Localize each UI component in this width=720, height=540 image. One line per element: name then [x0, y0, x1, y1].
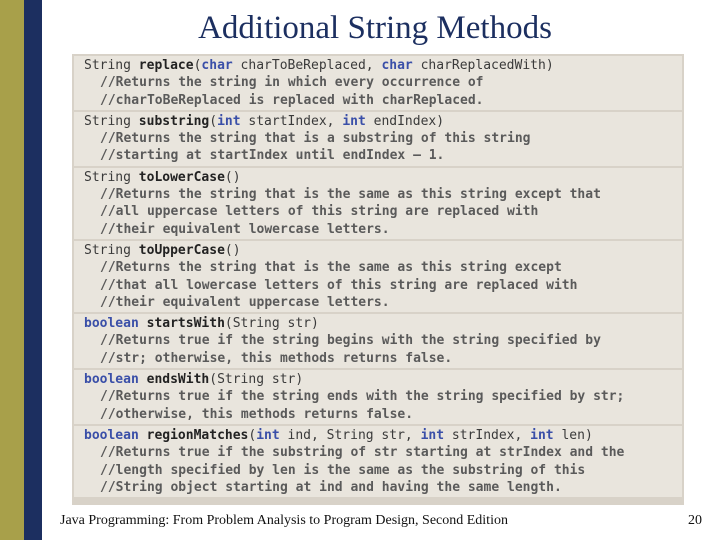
method-comment: //length specified by len is the same as the substring of this — [100, 462, 586, 478]
method-comment: //Returns true if the substring of str starting at strIndex and the — [100, 445, 625, 461]
method-name: substring — [138, 113, 210, 129]
type-keyword: boolean — [84, 427, 139, 443]
method-signature — [84, 427, 682, 444]
method-row — [74, 426, 682, 497]
signature-text: (String str) — [224, 316, 319, 332]
method-comment: //their equivalent lowercase letters. — [100, 221, 390, 237]
method-name: regionMatches — [146, 427, 249, 443]
signature-text: () — [224, 242, 241, 258]
method-row — [74, 56, 682, 110]
signature-text: ( — [209, 113, 218, 129]
method-name: replace — [138, 58, 194, 73]
method-comment: //Returns the string that is the same as this string except that — [100, 187, 601, 203]
signature-text: charToBeReplaced, — [232, 58, 382, 73]
method-comment: //charToBeReplaced is replaced with charReplaced. — [100, 92, 484, 108]
method-comment: //all uppercase letters of this string are replaced with — [100, 204, 539, 220]
signature-text: () — [224, 169, 241, 185]
method-comment: //Returns true if the string begins with the string specified by — [100, 333, 601, 349]
methods-table — [72, 54, 684, 505]
signature-text: ind, String str, — [279, 427, 421, 443]
method-name: endsWith — [146, 372, 210, 388]
signature-text: startIndex, — [240, 113, 343, 129]
sidebar-olive-stripe — [0, 0, 24, 540]
slide-footer: Java Programming: From Problem Analysis to Program Design, Second Edition — [60, 513, 508, 528]
method-comment: //that all lowercase letters of this string are replaced with — [100, 277, 578, 293]
signature-text — [139, 428, 147, 443]
method-name: toUpperCase — [138, 242, 225, 258]
signature-text — [139, 316, 147, 331]
method-comment: //Returns the string that is the same as this string except — [100, 260, 562, 276]
type-keyword: int — [342, 113, 366, 129]
method-signature — [84, 57, 682, 74]
type-keyword: int — [530, 427, 554, 443]
signature-text: strIndex, — [444, 427, 531, 443]
method-comment: //otherwise, this methods returns false. — [100, 406, 414, 422]
method-comment: //starting at startIndex until endIndex – 1. — [100, 148, 445, 164]
method-signature — [84, 169, 682, 186]
method-comment: //their equivalent uppercase letters. — [100, 294, 390, 310]
method-name: startsWith — [146, 316, 225, 332]
slide-title: Additional String Methods — [198, 10, 552, 46]
signature-text — [139, 372, 147, 387]
signature-text: String — [84, 169, 139, 185]
sidebar-navy-stripe — [24, 0, 42, 540]
signature-text: ( — [248, 427, 257, 443]
signature-text: ( — [193, 58, 202, 73]
signature-text: len) — [553, 427, 593, 443]
type-keyword: boolean — [84, 316, 139, 332]
method-row — [74, 112, 682, 166]
method-comment: //Returns true if the string ends with the string specified by str; — [100, 389, 625, 405]
method-row — [74, 314, 682, 368]
type-keyword: boolean — [84, 372, 139, 388]
method-row — [74, 241, 682, 312]
type-keyword: int — [256, 427, 280, 443]
signature-text: endIndex) — [365, 113, 445, 129]
type-keyword: char — [381, 58, 413, 73]
method-signature — [84, 371, 682, 388]
method-row — [74, 370, 682, 424]
method-comment: //str; otherwise, this methods returns false. — [100, 350, 453, 366]
type-keyword: int — [217, 113, 241, 129]
signature-text: (String str) — [209, 372, 304, 388]
method-comment: //String object starting at ind and having the same length. — [100, 479, 562, 495]
type-keyword: char — [201, 58, 233, 73]
method-name: toLowerCase — [138, 169, 225, 185]
signature-text: charReplacedWith) — [412, 58, 554, 73]
signature-text: String — [84, 113, 139, 129]
method-comment: //Returns the string that is a substring of this string — [100, 131, 531, 147]
signature-text: String — [84, 242, 139, 258]
method-comment: //Returns the string in which every occurrence of — [100, 75, 484, 91]
method-signature — [84, 113, 682, 130]
method-row — [74, 168, 682, 239]
page-number: 20 — [688, 513, 702, 528]
method-signature — [84, 315, 682, 332]
signature-text: String — [84, 58, 139, 73]
method-signature — [84, 242, 682, 259]
type-keyword: int — [420, 427, 445, 443]
